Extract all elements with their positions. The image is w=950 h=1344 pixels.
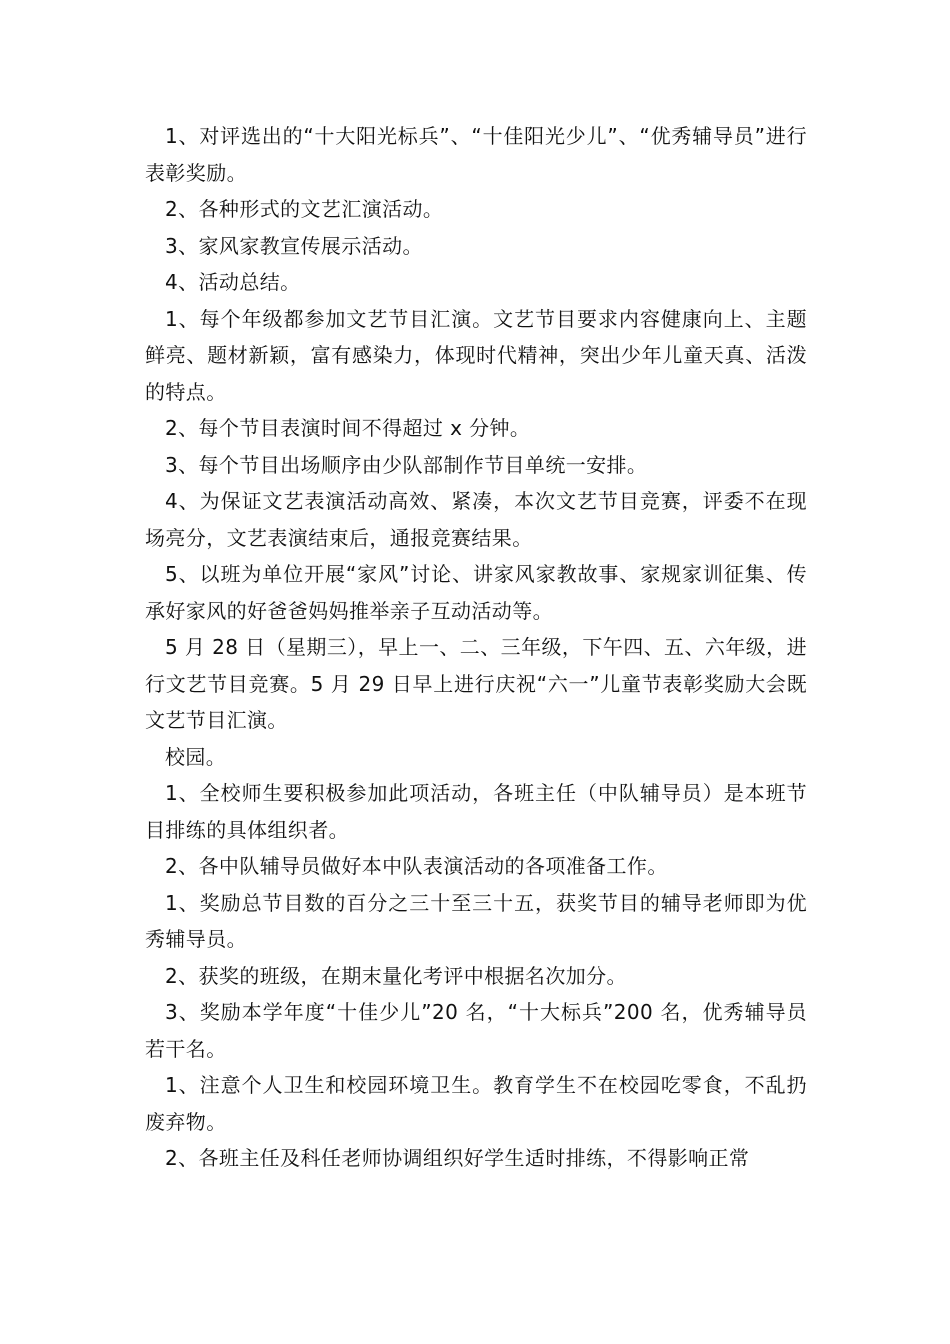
paragraph-program-order: 3、每个节目出场顺序由少队部制作节目单统一安排。	[165, 452, 648, 477]
paragraph-activity-summary: 4、活动总结。	[165, 270, 301, 294]
paragraph-family-tradition-display: 3、家风家教宣传展示活动。	[165, 233, 423, 258]
paragraph-teacher-participation: 1、全校师生要积极参加此项活动，各班主任（中队辅导员）是本班节目排练的具体组织者。	[145, 781, 807, 842]
paragraph-art-performance: 2、各种形式的文艺汇演活动。	[165, 197, 444, 221]
paragraph-class-bonus: 2、获奖的班级，在期末量化考评中根据名次加分。	[165, 963, 627, 988]
paragraph-preparation: 2、各中队辅导员做好本中队表演活动的各项准备工作。	[165, 854, 668, 878]
paragraph-venue: 校园。	[165, 744, 227, 769]
paragraph-grade-participation: 1、每个年级都参加文艺节目汇演。文艺节目要求内容健康向上、主题鲜亮、题材新颖，富有感染力，体现时代精神，突出少年儿童天真、活泼的特点。	[145, 306, 807, 404]
paragraph-annual-awards: 3、奖励本学年度“十佳少儿”20 名，“十大标兵”200 名，优秀辅导员若干名。	[145, 1000, 807, 1061]
paragraph-rehearsal-coordination: 2、各班主任及科任老师协调组织好学生适时排练，不得影响正常	[165, 1146, 750, 1170]
document-body	[145, 118, 807, 1177]
paragraph-judging-rules: 4、为保证文艺表演活动高效、紧凑，本次文艺节目竞赛，评委不在现场亮分，文艺表演结束后，通报竞赛结果。	[145, 489, 807, 550]
paragraph-class-activities: 5、以班为单位开展“家风”讨论、讲家风家教故事、家规家训征集、传承好家风的好爸爸妈妈推举亲子互动活动等。	[145, 562, 807, 623]
paragraph-award-recognition: 1、对评选出的“十大阳光标兵”、“十佳阳光少儿”、“优秀辅导员”进行表彰奖励。	[145, 124, 807, 185]
paragraph-time-limit: 2、每个节目表演时间不得超过 x 分钟。	[165, 416, 531, 440]
paragraph-hygiene: 1、注意个人卫生和校园环境卫生。教育学生不在校园吃零食，不乱扔废弃物。	[145, 1073, 807, 1134]
paragraph-award-ratio: 1、奖励总节目数的百分之三十至三十五，获奖节目的辅导老师即为优秀辅导员。	[145, 890, 807, 951]
paragraph-schedule: 5 月 28 日（星期三），早上一、二、三年级，下午四、五、六年级，进行文艺节目竞赛。5 月 29 日早上进行庆祝“六一”儿童节表彰奖励大会既文艺节目汇演。	[145, 635, 807, 732]
